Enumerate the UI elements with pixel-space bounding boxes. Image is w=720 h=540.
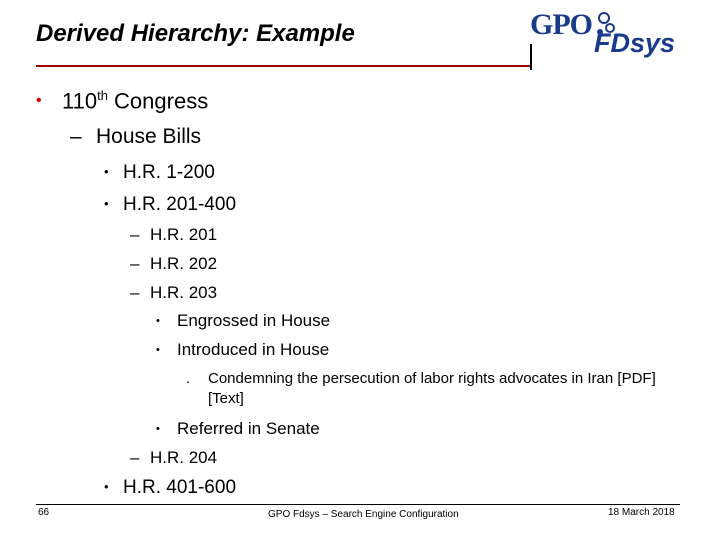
outline-item-hr-203 (130, 283, 217, 303)
outline-text: Introduced in House (177, 340, 330, 359)
logo-divider (530, 44, 532, 70)
outline-item-introduced (156, 340, 329, 360)
footer-divider (36, 504, 680, 505)
outline-item-house-bills (70, 125, 201, 149)
outline-item-hr-1-200 (104, 162, 215, 184)
bullet-marker: • (104, 164, 109, 179)
fdsys-brand: FDsys (594, 28, 676, 58)
outline-text-after: Congress (107, 88, 209, 114)
outline-text: H.R. 1-200 (123, 162, 215, 183)
outline-text: Engrossed in House (177, 311, 331, 330)
outline-text: H.R. 201 (150, 225, 218, 244)
bullet-marker: • (104, 479, 109, 494)
dash-marker: – (130, 225, 140, 244)
outline-text: H.R. 202 (150, 254, 218, 273)
outline-item-bill-title (186, 369, 660, 409)
gpo-logo-text: GPO (530, 8, 592, 41)
outline-text: Condemning the persecution of labor rights advocates in Iran [PDF] [Text] (208, 370, 656, 407)
footer-date: 18 March 2018 (608, 507, 675, 518)
outline-item-hr-201 (130, 225, 217, 245)
dash-marker: – (130, 283, 140, 302)
bullet-marker: • (36, 92, 42, 110)
outline-item-congress (36, 88, 208, 114)
bullet-marker: • (156, 315, 160, 327)
outline-item-engrossed (156, 311, 330, 331)
outline-item-hr-202 (130, 254, 217, 274)
dash-marker: – (70, 125, 82, 148)
outline-item-hr-201-400 (104, 194, 236, 216)
outline-item-hr-401-600 (104, 477, 236, 499)
bullet-marker: • (156, 344, 160, 356)
outline-text: H.R. 201-400 (123, 194, 237, 215)
title-underline (36, 65, 531, 67)
outline-item-referred-senate (156, 419, 320, 439)
outline-text: H.R. 401-600 (123, 477, 237, 498)
footer-title: GPO Fdsys – Search Engine Configuration (268, 509, 459, 520)
outline-text: House Bills (96, 125, 202, 148)
slide-number: 66 (38, 507, 50, 518)
outline-text: H.R. 204 (150, 448, 218, 467)
outline-item-hr-204 (130, 448, 217, 468)
dash-marker: – (130, 254, 140, 273)
bullet-marker: • (156, 423, 160, 435)
slide-title: Derived Hierarchy: Example (36, 20, 355, 47)
outline-text: 110 (62, 88, 98, 114)
ordinal-suffix: th (97, 88, 108, 103)
bullet-marker: • (104, 196, 109, 211)
dot-marker: . (186, 370, 191, 387)
dash-marker: – (130, 448, 140, 467)
outline-text: H.R. 203 (150, 283, 218, 302)
outline-text: Referred in Senate (177, 419, 320, 438)
